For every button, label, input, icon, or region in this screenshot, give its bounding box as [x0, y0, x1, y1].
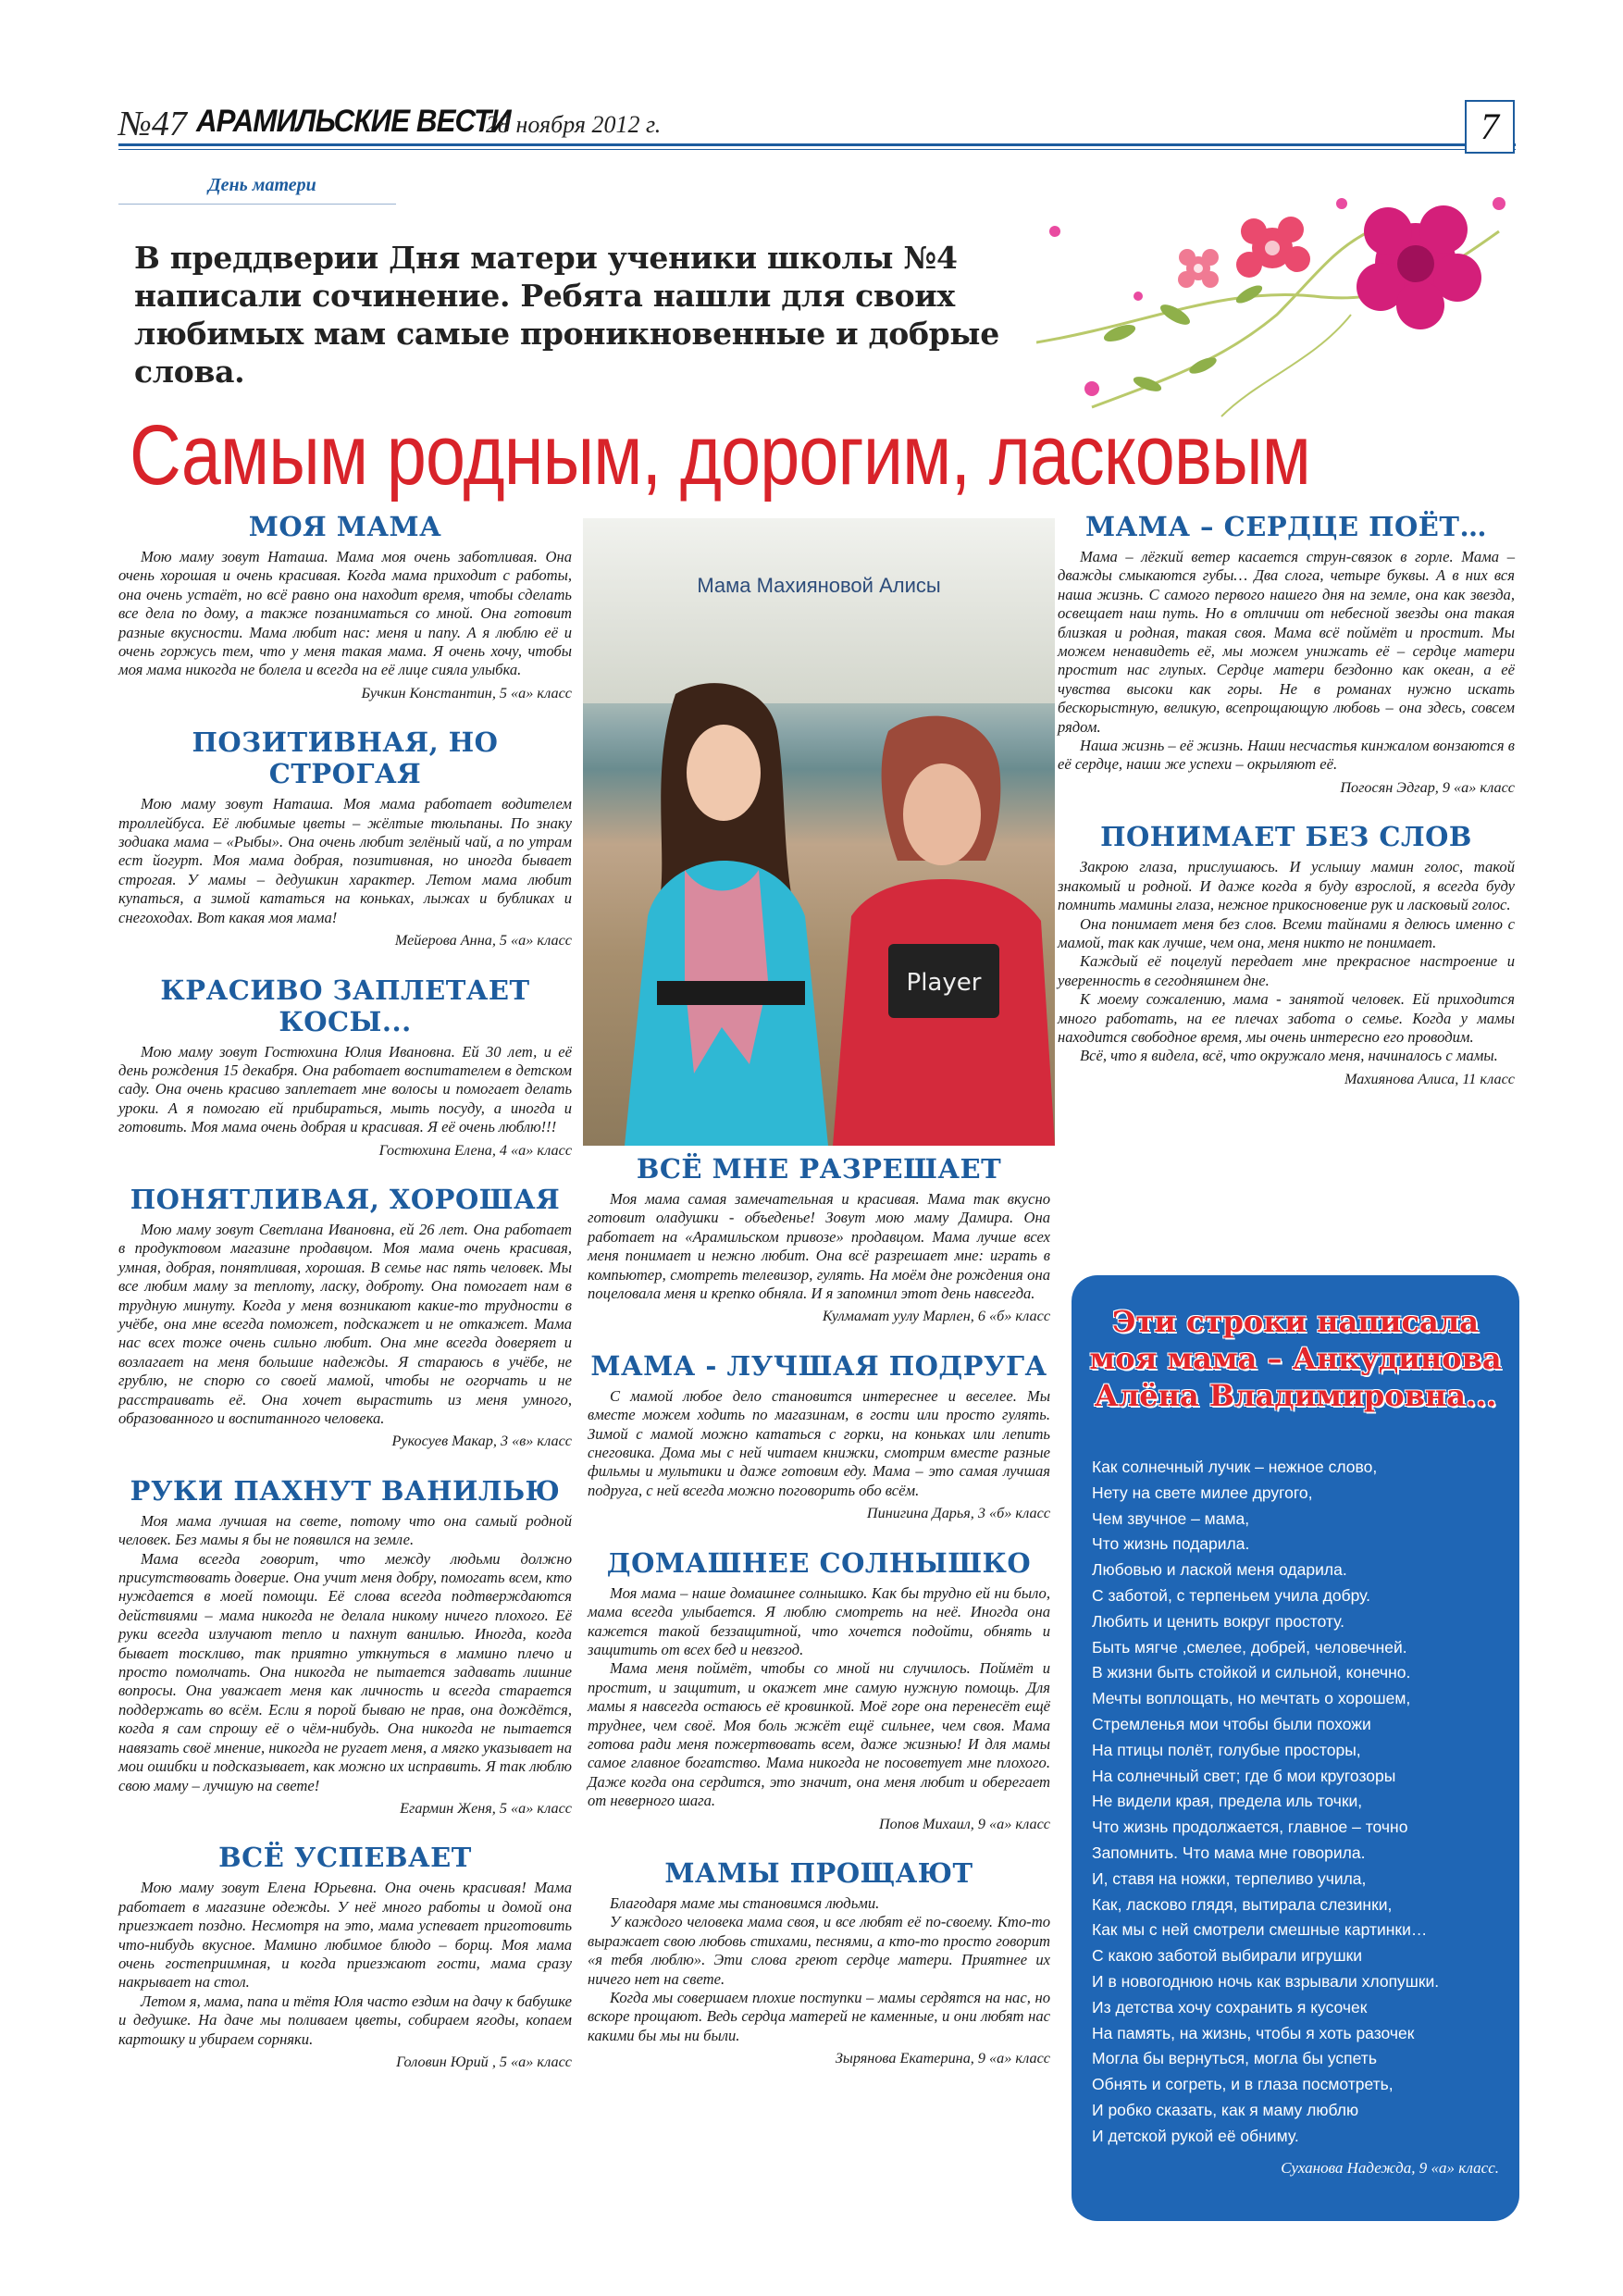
- flowers-decoration-icon: [1036, 176, 1518, 435]
- rubric-rule: [118, 204, 396, 205]
- article-title: КРАСИВО ЗАПЛЕТАЕТ КОСЫ...: [160, 974, 530, 1037]
- poem-line: И робко сказать, как я маму люблю: [1092, 2100, 1359, 2119]
- article-ruki-pakhnut: [118, 1475, 572, 1818]
- article-title: МАМЫ ПРОЩАЮТ: [664, 1856, 973, 1889]
- article-paragraph: Мою маму зовут Гостюхина Юлия Ивановна. Ей 30 лет, и её день рождения 15 декабря. Она работает воспитателем в детском саду. Она очень красиво заплетает мне волосы и помогает делать уроки. А я помогаю ей прибираться, мыть посуду, а иногда и готовить. Моя мама очень добрая и красивая. Я её очень люблю!!!: [118, 1042, 572, 1136]
- poem-line: Как мы с ней смотрели смешные картинки…: [1092, 1920, 1428, 1940]
- article-ponyatlivaya: [118, 1184, 572, 1451]
- article-paragraph: Мою маму зовут Елена Юрьевна. Она очень красивая! Мама работает в магазине одежды. У неё много работы и домой она приезжает поздно. Несмотря на это, мама успевает приготовить что-нибудь вкусное. Мамино любимое блюдо – борщ. Моя мама очень гостеприимная, и когда приезжают гости, мама сразу накрывает на стол.: [118, 1879, 572, 1992]
- poem-text: [1092, 1455, 1499, 2150]
- article-paragraph: Моя мама самая замечательная и красивая. Мама так вкусно готовит оладушки - объеденье! Зовут мою маму Дамира. Она работает на «Арамильском привозе» продавцом. Мама лучше всех меня понимает и нежно любит. Она всё разрешает мне: играть в компьютер, смотреть телевизор, гулять. На моём дне рождения она поцеловала меня и крепко обняла. И я запомнил этот день навсегда.: [588, 1190, 1050, 1303]
- center-column: [588, 1153, 1050, 2092]
- article-vsyo-razreshaet: [588, 1153, 1050, 1326]
- photo-caption: Мама Махияновой Алисы: [697, 574, 941, 597]
- article-paragraph: Закрою глаза, прислушаюсь. И услышу мамин голос, такой знакомый и родной. И даже когда я буду взрослой, я всегда буду помнить мамины глаза, нежное прикосновение рук и ласковый голос.: [1058, 858, 1515, 914]
- poem-box-title: Эти строки написала моя мама – Анкудинова Алёна Владимировна...: [1089, 1304, 1502, 1413]
- article-paragraph: Мама всегда говорит, что между людьми должно присутствовать доверие. Она учит меня добру, помогать всем, кто нуждается в моей помощи. Её слова всегда подтверждаются действиями – мама никогда не делала никому ничего плохого. Её руки всегда излучают тепло и пахнут ванилью. Иногда, когда бывает тоскливо, так приятно уткнуться в мамино плечо и просто помолчать. Она никогда не пытается задавать лишние вопросы. Она уважает меня как личность и всегда старается поддержать во всём. Если я порой бываю не прав, она дождётся, когда я сам спрошу её о чём-нибудь. Она никогда не пытается навязать своё мнение, никогда не ругает меня, а мягко указывает на мои ошибки и подсказывает, как можно их исправить. Я так люблю свою маму – лучшую на свете!: [118, 1549, 572, 1794]
- poem-line: И детской рукой её обниму.: [1092, 2126, 1299, 2145]
- poem-line: На солнечный свет; где б мои кругозоры: [1092, 1766, 1396, 1785]
- article-paragraph: Мою маму зовут Наташа. Моя мама работает водителем троллейбуса. Её любимые цветы – жёлтые тюльпаны. По знаку зодиака мама – «Рыбы». Она очень любит зелёный чай, а по утрам ест йогурт. Моя мама добрая, позитивная, но иногда бывает строгая. У мамы – дедушкин характер. Летом мама любит купаться, а зимой кататься на коньках, лыжах и бубликах и снегоходах. Вот какая моя мама!: [118, 795, 572, 926]
- article-paragraph: У каждого человека мама своя, и все любят её по-своему. Кто-то выражает свою любовь стихами, песнями, а кто-то просто говорит «я тебя люблю». Эти слова греют сердце матери. Приятнее их ничего нет на свете.: [588, 1913, 1050, 1988]
- girl-figure-icon: [620, 676, 833, 1146]
- poem-line: Как, ласково глядя, вытирала слезинки,: [1092, 1894, 1393, 1914]
- article-title: МАМА - ЛУЧШАЯ ПОДРУГА: [590, 1349, 1047, 1382]
- left-column: [118, 511, 572, 2095]
- poem-line: Нету на свете милее другого,: [1092, 1483, 1313, 1502]
- poem-line: Запомнить. Что мама мне говорила.: [1092, 1843, 1366, 1862]
- article-paragraph: Каждый её поцелуй передает мне прекрасное настроение и уверенность в сегодняшнем дне.: [1058, 952, 1515, 989]
- article-serdtse-poyot: [1058, 511, 1515, 797]
- article-ponimaet-bez-slov: [1058, 821, 1515, 1088]
- article-paragraph: Мама – лёгкий ветер касается струн-связок в горле. Мама – дважды смыкаются губы… Два слога, четыре буквы. А в них вся наша жизнь. С самого первого нашего дня на земле, она как звезда, освещает наш путь. Но в отличии от небесной звезды она такая близкая и родная, такая своя. Мама всё поймёт и простит. Мы можем ненавидеть её, мы можем унижать её – сердце матери простит нас глупых. Сердце матери бездонно как океан, а её чувства высоки как горы. Не в романах нужно искать бескорыстную, великую, всепрощающую любовь – она здесь, совсем рядом.: [1058, 548, 1515, 736]
- article-signature: Зырянова Екатерина, 9 «а» класс: [835, 2050, 1050, 2067]
- header-rule: [118, 143, 1516, 146]
- article-title: ДОМАШНЕЕ СОЛНЫШКО: [606, 1546, 1032, 1579]
- poem-line: Что жизнь продолжается, главное – точно: [1092, 1818, 1408, 1837]
- main-headline: Самым родным, дорогим, ласковым: [130, 408, 1311, 503]
- article-title: ВСЁ МНЕ РАЗРЕШАЕТ: [636, 1153, 1002, 1185]
- poem-line: В жизни быть стойкой и сильной, конечно.: [1092, 1663, 1411, 1682]
- article-paragraph: С мамой любое дело становится интереснее и веселее. Мы вместе можем ходить по магазинам, в гости или просто гулять. Зимой с мамой можно кататься с горки, на коньках или лепить снеговика. Дома мы с ней читаем книжки, смотрим вместе разные фильмы и мультики и даже готовим еду. Мама – это самая лучшая подруга, с ней всегда можно поговорить обо всём.: [588, 1386, 1050, 1499]
- article-vsyo-uspevaet: [118, 1842, 572, 2071]
- article-title: МАМА – СЕРДЦЕ ПОЁТ…: [1085, 511, 1487, 542]
- article-title: ПОНЯТЛИВАЯ, ХОРОШАЯ: [130, 1183, 561, 1215]
- issue-number: №47: [118, 105, 187, 143]
- shirt-text: Player: [906, 969, 982, 997]
- right-column: [1058, 511, 1515, 1112]
- article-paragraph: Она понимает меня без слов. Всеми тайнами я делюсь именно с мамой, так как лучше, чем она, меня никто не понимает.: [1058, 914, 1515, 951]
- article-title: МОЯ МАМА: [248, 511, 442, 542]
- mother-figure-icon: [833, 703, 1055, 1146]
- article-paragraph: К моему сожалению, мама - занятой человек. Ей приходится много работать, на ее плечах забота о семье. Когда у мамы находится свободное время, мы очень интересно его проводим.: [1058, 990, 1515, 1046]
- photo-mother-daughter: [583, 518, 1055, 1146]
- poem-line: Что жизнь подарила.: [1092, 1534, 1250, 1554]
- article-signature: Пинигина Дарья, 3 «б» класс: [866, 1505, 1050, 1522]
- article-signature: Головин Юрий , 5 «а» класс: [396, 2053, 572, 2070]
- article-signature: Погосян Эдгар, 9 «а» класс: [1340, 778, 1515, 796]
- article-signature: Бучкин Константин, 5 «а» класс: [361, 684, 572, 701]
- article-paragraph: Моя мама – наше домашнее солнышко. Как бы трудно ей ни было, мама всегда улыбается. Я люблю смотреть на неё. Иногда она кажется такой беззащитной, что хочется подойти, обнять и защитить от всех бед и невзгод.: [588, 1583, 1050, 1658]
- poem-line: И в новогоднюю ночь как взрывали хлопушки.: [1092, 1971, 1440, 1991]
- article-mamy-proshchayut: [588, 1857, 1050, 2068]
- poem-line: Из детства хочу сохранить я кусочек: [1092, 1997, 1368, 2017]
- issue-date: 28 ноября 2012 г.: [486, 111, 662, 138]
- article-paragraph: Мою маму зовут Светлана Ивановна, ей 26 лет. Она работает в продуктовом магазине продавцом. Моя мама очень красивая, умная, добрая, понятливая, хорошая. В семье нас пять человек. Мы все любим маму за теплоту, ласку, доброту. Она помогает нам в трудную минуту. Когда у меня возникают какие-то трудности в учёбе, она мне всегда поможет, подскажет и не откажет. Мама нас всех тоже очень сильно любит. Она мне всегда доверяет и возлагает на меня большие надежды. Я стараюсь в учёбе, не грублю, не спорю со своей мамой, чтобы не огорчать и не расстраивать её. Она хочет вырастить из меня умного, образованного и воспитанного человека.: [118, 1220, 572, 1427]
- poem-signature: Суханова Надежда, 9 «а» класс.: [1281, 2159, 1499, 2177]
- article-paragraph: Благодаря маме мы становимся людьми.: [610, 1893, 880, 1912]
- header-rule-thin: [118, 149, 1516, 150]
- article-paragraph: Мама меня поймёт, чтобы со мной ни случилось. Поймёт и простит, и защитит, и окажет мне самую нужную помощь. Для мамы я навсегда остаюсь её кровинкой. Моё горе она перенесёт ещё труднее, чем своё. Моя боль жжёт ещё сильнее, чем своя. Мама готова ради меня пожертвовать всем, даже жизнью! И для мамы самое главное богатство. Мама никогда не посоветует мне плохого. Даже когда она сердится, это значит, она меня любит и оберегает от неверного шага.: [588, 1659, 1050, 1810]
- article-title: ПОЗИТИВНАЯ, НО СТРОГАЯ: [192, 726, 499, 790]
- article-paragraph: Моя мама лучшая на свете, потому что она самый родной человек. Без мамы я бы не появился на земле.: [118, 1511, 572, 1549]
- poem-line: Чем звучное – мама,: [1092, 1508, 1250, 1528]
- poem-line: Любовью и лаской меня одарила.: [1092, 1560, 1347, 1580]
- poem-line: Быть мягче ,смелее, добрей, человечней.: [1092, 1637, 1407, 1657]
- article-paragraph: Летом я, мама, папа и тётя Юля часто ездим на дачу к бабушке и дедушке. На даче мы поливаем цветы, собираем ягоды, копаем картошку и убираем сорняки.: [118, 1992, 572, 2048]
- article-signature: Егармин Женя, 5 «а» класс: [400, 1799, 572, 1817]
- article-luchshaya-podruga: [588, 1350, 1050, 1523]
- poem-line: Обнять и согреть, и в глаза посмотреть,: [1092, 2075, 1394, 2094]
- lead-paragraph: В преддверии Дня матери ученики школы №4 написали сочинение. Ребята нашли для своих любимых мам самые проникновенные и добрые слова.: [134, 240, 999, 390]
- poem-line: С заботой, с терпеньем учила добру.: [1092, 1585, 1371, 1605]
- poem-line: Стремленья мои чтобы были похожи: [1092, 1714, 1371, 1733]
- article-paragraph: Мою маму зовут Наташа. Мама моя очень заботливая. Она очень хорошая и очень красивая. Когда мама приходит с работы, она очень устаёт, но всё равно она находит время, чтобы сделать все дела по дому, а также позаниматься со мной. Она готовит разные вкусности. Мама любит нас: меня и папу. А я люблю её и очень горжусь тем, что у меня такая мама. Я очень хочу, чтобы моя мама никогда не болела и всегда на её лице сияла улыбка.: [118, 548, 572, 679]
- article-paragraph: Всё, что я видела, всё, что окружало меня, начиналось с мамы.: [1080, 1047, 1498, 1065]
- article-title: ПОНИМАЕТ БЕЗ СЛОВ: [1100, 821, 1472, 853]
- poem-line: И, ставя на ножки, терпеливо учила,: [1092, 1868, 1367, 1888]
- poem-line: На птицы полёт, голубые просторы,: [1092, 1740, 1361, 1759]
- newspaper-name: АРАМИЛЬСКИЕ ВЕСТИ: [196, 104, 511, 139]
- article-signature: Махиянова Алиса, 11 класс: [1344, 1070, 1515, 1087]
- article-signature: Гостюхина Елена, 4 «а» класс: [378, 1141, 572, 1159]
- article-title: ВСЁ УСПЕВАЕТ: [218, 1842, 472, 1874]
- poem-line: Могла бы вернуться, могла бы успеть: [1092, 2049, 1377, 2068]
- article-signature: Попов Михаил, 9 «а» класс: [878, 1815, 1050, 1832]
- article-signature: Рукосуев Макар, 3 «в» класс: [391, 1433, 572, 1450]
- page-number: 7: [1465, 100, 1515, 154]
- article-paragraph: Когда мы совершаем плохие поступки – мамы сердятся на нас, но вскоре прощают. Ведь сердца матерей не каменные, и они любят нас какими бы мы ни были.: [588, 1989, 1050, 2044]
- article-krasivo-zapletaet: [118, 974, 572, 1160]
- article-signature: Кулмамат уулу Марлен, 6 «б» класс: [822, 1308, 1050, 1325]
- poem-line: Мечты воплощать, но мечтать о хорошем,: [1092, 1689, 1411, 1708]
- article-signature: Мейерова Анна, 5 «а» класс: [394, 932, 572, 949]
- poem-line: Любить и ценить вокруг простоту.: [1092, 1611, 1344, 1631]
- article-title: РУКИ ПАХНУТ ВАНИЛЬЮ: [130, 1474, 561, 1507]
- article-paragraph: Наша жизнь – её жизнь. Наши несчастья кинжалом вонзаются в её сердце, наши же успехи – окрыляют её.: [1058, 737, 1515, 774]
- poem-line: С какою заботой выбирали игрушки: [1092, 1946, 1363, 1966]
- article-moya-mama: [118, 511, 572, 702]
- article-domashnee-solnyshko: [588, 1547, 1050, 1833]
- poem-line: Не видели края, предела иль точки,: [1092, 1792, 1363, 1811]
- poem-line: Как солнечный лучик – нежное слово,: [1092, 1458, 1378, 1476]
- rubric: День матери: [208, 175, 316, 195]
- poem-line: На память, на жизнь, чтобы я хоть разочек: [1092, 2023, 1415, 2042]
- article-pozitivnaya: [118, 726, 572, 949]
